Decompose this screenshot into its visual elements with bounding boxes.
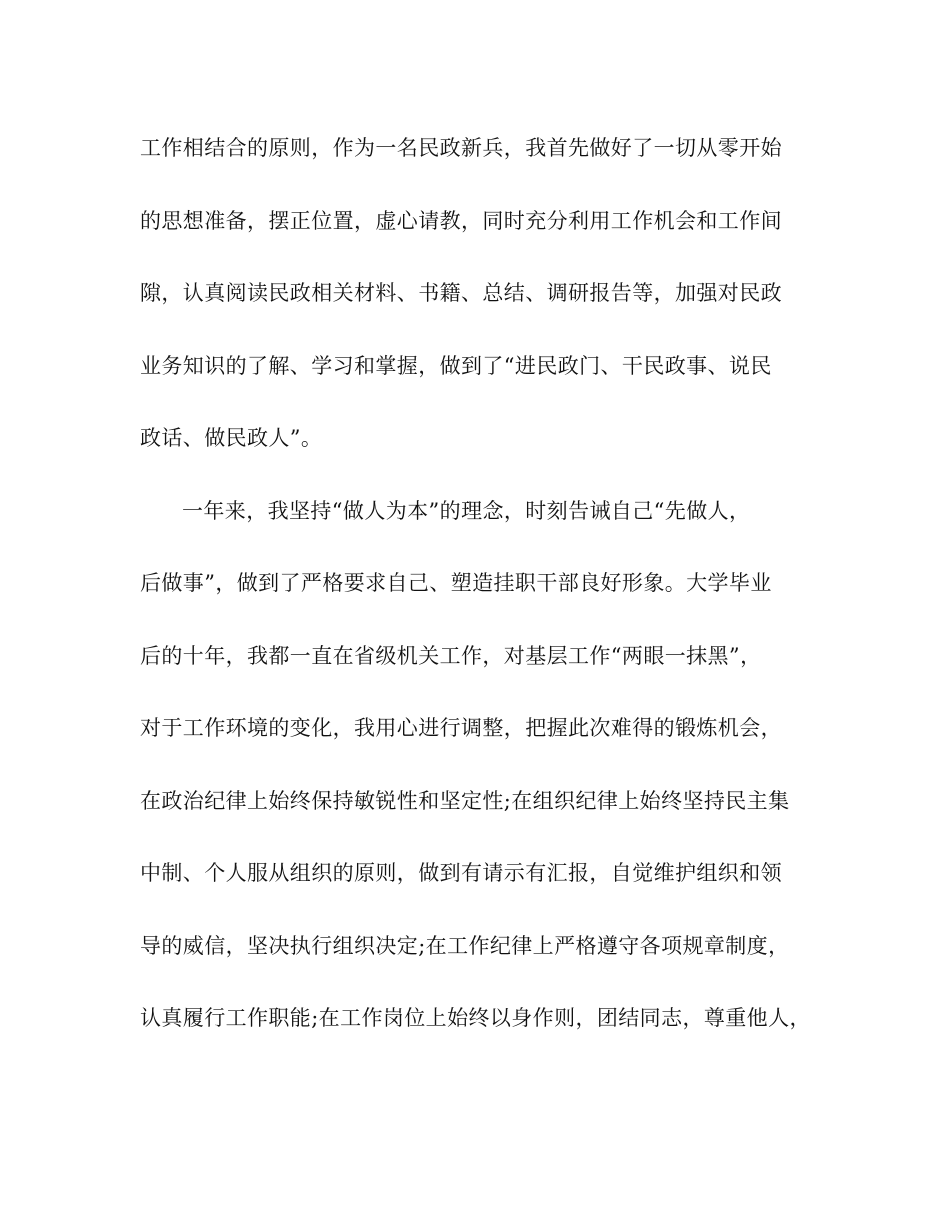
text-line: 的思想准备，摆正位置，虚心请教，同时充分利用工作机会和工作间 <box>140 208 782 233</box>
text-line: 后的十年，我都一直在省级机关工作，对基层工作“两眼一抹黑”， <box>140 643 762 668</box>
text-line: 工作相结合的原则，作为一名民政新兵，我首先做好了一切从零开始 <box>140 136 782 160</box>
text-line: 导的威信，坚决执行组织决定;在工作纪律上严格遵守各项规章制度， <box>140 933 790 958</box>
body-text <box>140 136 820 1079</box>
paragraph-first-line: 一年来，我坚持“做人为本”的理念，时刻告诫自己“先做人， <box>182 498 751 523</box>
text-line: 后做事”，做到了严格要求自己、塑造挂职干部良好形象。大学毕业 <box>140 571 772 595</box>
text-line: 对于工作环境的变化，我用心进行调整，把握此次难得的锻炼机会， <box>140 716 782 740</box>
text-line: 在政治纪律上始终保持敏锐性和坚定性;在组织纪律上始终坚持民主集 <box>140 788 790 813</box>
text-line: 业务知识的了解、学习和掌握，做到了“进民政门、干民政事、说民 <box>140 353 772 378</box>
text-line: 认真履行工作职能;在工作岗位上始终以身作则，团结同志，尊重他人， <box>140 1006 811 1030</box>
text-line: 隙，认真阅读民政相关材料、书籍、总结、调研报告等，加强对民政 <box>140 281 782 305</box>
text-line: 政话、做民政人”。 <box>140 426 323 450</box>
text-line: 中制、个人服从组织的原则，做到有请示有汇报，自觉维护组织和领 <box>140 861 782 885</box>
